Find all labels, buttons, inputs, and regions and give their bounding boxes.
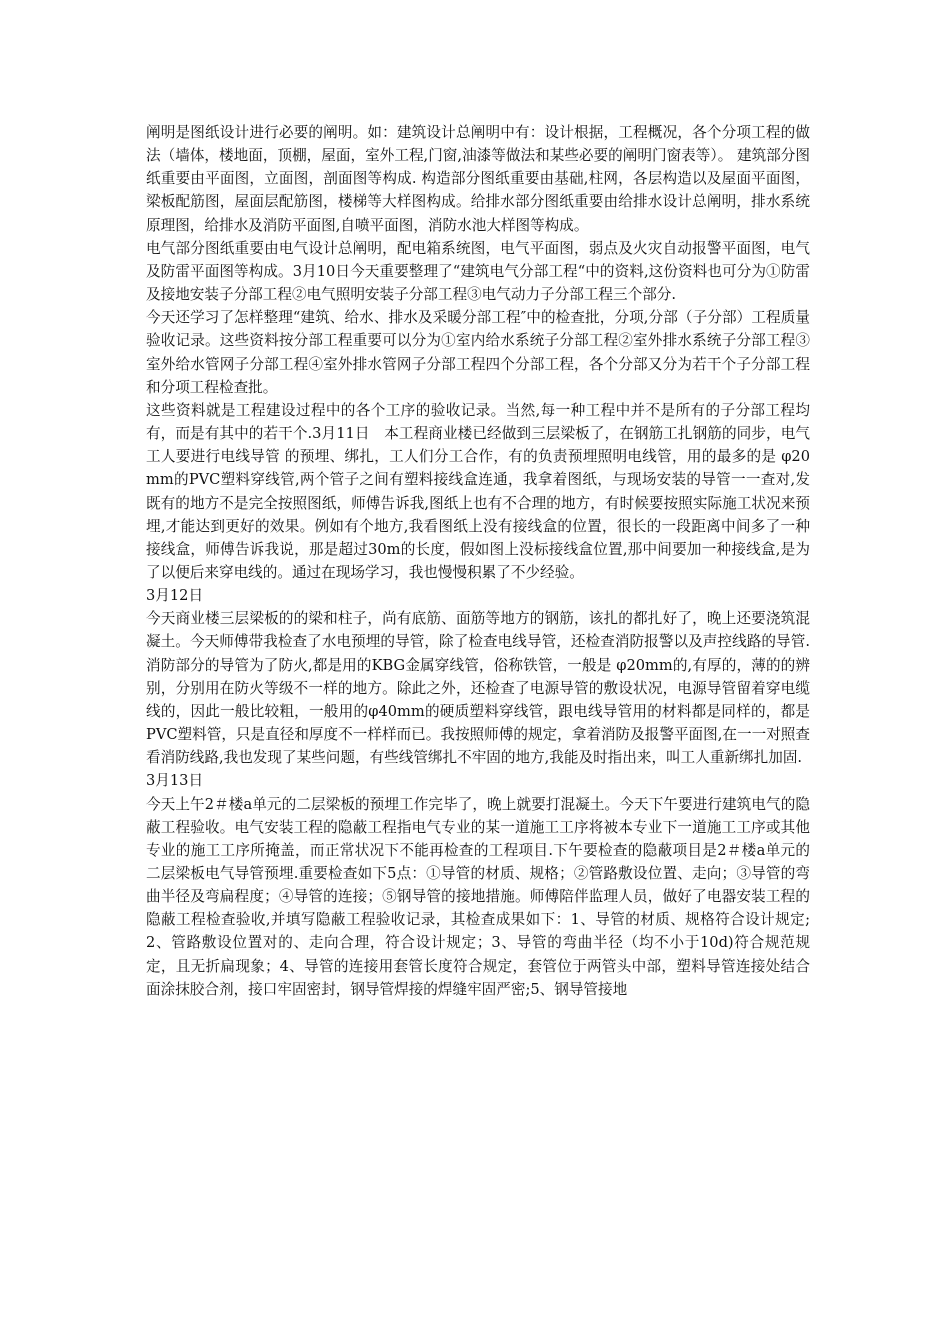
paragraph-electrical-drawings: 电气部分图纸重要由电气设计总阐明，配电箱系统图，电气平面图，弱点及火灾自动报警平面图，电气及防雷平面图等构成。3月10日今天重要整理了“建筑电气分部工程“中的资料,这份资料也可分为①防雷及接地安装子分部工程②电气照明安装子分部工程③电气动力子分部工程三个部分. (146, 239, 810, 304)
document-body (146, 121, 810, 1001)
paragraph-plumbing-records: 今天还学习了怎样整理“建筑、给水、排水及采暖分部工程″中的检查批，分项,分部（子分部）工程质量验收记录。这些资料按分部工程重要可以分为①室内给水系统子分部工程②室外排水系统子分部工程③室外给水管网子分部工程④室外排水管网子分部工程四个分部工程，各个分部又分为若干个子分部工程和分项工程检查批。 (146, 309, 810, 396)
paragraph-drawing-description: 阐明是图纸设计进行必要的阐明。如：建筑设计总阐明中有：设计根据，工程概况，各个分项工程的做法（墙体，楼地面，顶棚，屋面，室外工程,门窗,油漆等做法和某些必要的阐明门窗表等）。 建筑部分图纸重要由平面图，立面图，剖面图等构成. 构造部分图纸重要由基础,柱网，各层构造以及屋面平面图，梁板配筋图，屋面层配筋图，楼梯等大样图构成。给排水部分图纸重要由给排水设计总阐明，排水系统原理图，给排水及消防平面图,自喷平面图，消防水池大样图等构成。 (146, 124, 810, 234)
paragraph-march-13: 今天上午2＃楼a单元的二层梁板的预埋工作完毕了，晚上就要打混凝土。今天下午要进行建筑电气的隐蔽工程验收。电气安装工程的隐蔽工程指电气专业的某一道施工工序将被本专业下一道施工工序或其他专业的施工工序所掩盖，而正常状况下不能再检查的工程项目.下午要检查的隐蔽项目是2＃楼a单元的二层梁板电气导管预埋.重要检查如下5点：①导管的材质、规格；②管路敷设位置、走向；③导管的弯曲半径及弯扁程度；④导管的连接；⑤钢导管的接地措施。师傅陪伴监理人员，做好了电器安装工程的隐蔽工程检查验收,并填写隐蔽工程验收记录，其检查成果如下：1、导管的材质、规格符合设计规定;2、管路敷设位置对的、走向合理，符合设计规定；3、导管的弯曲半径（均不小于10d)符合规范规定，且无折扁现象；4、导管的连接用套管长度符合规定，套管位于两管头中部，塑料导管连接处结合面涂抹胶合剂，接口牢固密封，钢导管焊接的焊缝牢固严密;5、钢导管接地 (146, 795, 810, 998)
date-heading-march-13: 3月13日 (146, 772, 204, 790)
date-heading-march-12: 3月12日 (146, 587, 204, 605)
paragraph-march-11: 这些资料就是工程建设过程中的各个工序的验收记录。当然,每一种工程中并不是所有的子分部工程均有，而是有其中的若干个.3月11日 本工程商业楼已经做到三层梁板了，在钢筋工扎钢筋的同步，电气工人要进行电线导管 的预埋、绑扎，工人们分工合作，有的负责预埋照明电线管，用的最多的是 φ20mm的PVC塑料穿线管,两个管子之间有塑料接线盒连通，我拿着图纸，与现场安装的导管一一查对,发既有的地方不是完全按照图纸，师傅告诉我,图纸上也有不合理的地方，有时候要按照实际施工状况来预埋,才能达到更好的效果。例如有个地方,我看图纸上没有接线盒的位置，很长的一段距离中间多了一种接线盒，师傅告诉我说，那是超过30m的长度，假如图上没标接线盒位置,那中间要加一种接线盒,是为了以便后来穿电线的。通过在现场学习，我也慢慢积累了不少经验。 (146, 401, 810, 581)
paragraph-march-12: 今天商业楼三层梁板的的梁和柱子，尚有底筋、面筋等地方的钢筋，该扎的都扎好了，晚上还要浇筑混凝土。今天师傅带我检查了水电预埋的导管，除了检查电线导管，还检查消防报警以及声控线路的导管.消防部分的导管为了防火,都是用的KBG金属穿线管，俗称铁管，一般是 φ20mm的,有厚的，薄的的辨别，分别用在防火等级不一样的地方。除此之外，还检查了电源导管的敷设状况，电源导管留着穿电缆线的，因此一般比较粗，一般用的φ40mm的硬质塑料穿线管，跟电线导管用的材料都是同样的，都是PVC塑料管，只是直径和厚度不一样样而已。我按照师傅的规定，拿着消防及报警平面图,在一一对照查看消防线路,我也发现了某些问题，有些线管绑扎不牢固的地方,我能及时指出来，叫工人重新绑扎加固. (146, 610, 810, 767)
